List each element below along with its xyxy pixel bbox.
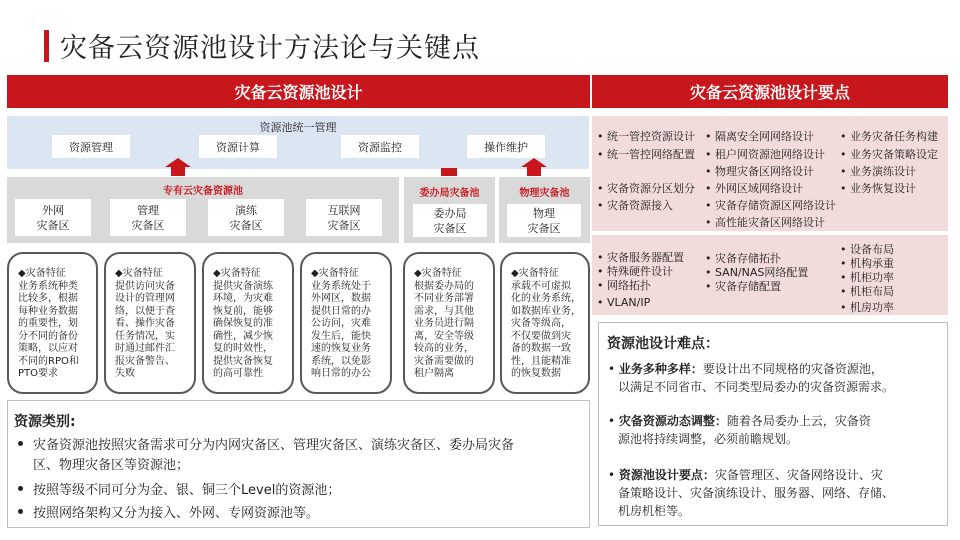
bureau-pool-label: 委办局灾备池 bbox=[419, 188, 480, 199]
difficulty-item-continued: 源池将持续调整，必须前瞻规划。 bbox=[618, 432, 799, 446]
category-item-continued: 区、物理灾备区等资源池； bbox=[33, 458, 190, 473]
kp-item: • 高性能灾备区网络设计 bbox=[705, 216, 825, 229]
difficulty-item-continued: 以满足不同省市、不同类型局委办的灾备资源需求。 bbox=[618, 380, 895, 394]
kp-item: • VLAN/IP bbox=[597, 296, 651, 309]
left-section-header: 灾备云资源池设计 bbox=[7, 75, 590, 108]
operation-maintenance-box: 操作维护 bbox=[467, 135, 545, 158]
title-accent-bar bbox=[44, 30, 49, 62]
difficulty-item: • 资源池设计要点：灾备管理区、灾备网络设计、灾 bbox=[608, 468, 883, 482]
kp-item: • SAN/NAS网络配置 bbox=[705, 266, 809, 279]
difficulty-item-continued: 备策略设计、灾备演练设计、服务器、网络、存储、 bbox=[618, 486, 895, 500]
kp-item: • 灾备服务器配置 bbox=[597, 251, 684, 264]
resource-category-title: 资源类别: bbox=[14, 414, 76, 430]
up-arrow-stem bbox=[171, 167, 185, 176]
kp-item: • 特殊硬件设计 bbox=[597, 265, 673, 278]
bullet-icon: • bbox=[608, 362, 619, 376]
resource-management-box: 资源管理 bbox=[52, 135, 130, 158]
kp-item: • 外网区域网络设计 bbox=[705, 182, 803, 195]
feature-bubble-drill: ◆灾备特征 提供灾备演练 环境，为灾难 恢复前，能够 确保恢复的准 确性，减少恢 复的时效性， 提供灾备恢复 的高可靠性 bbox=[202, 252, 294, 394]
kp-item: • 灾备存储拓扑 bbox=[705, 252, 781, 265]
zone-card-internet: 互联网 灾备区 bbox=[306, 199, 382, 236]
kp-item: • 机柜功率 bbox=[840, 271, 894, 284]
bullet-icon bbox=[18, 441, 23, 446]
kp-item: • 灾备存储资源区网络设计 bbox=[705, 199, 836, 212]
kp-item: • 灾备存储配置 bbox=[705, 280, 781, 293]
kp-item: • 灾备资源分区划分 bbox=[597, 182, 695, 195]
kp-item: • 业务灾备策略设定 bbox=[840, 148, 938, 161]
difficulty-item: • 业务多种多样：要设计出不同规格的灾备资源池， bbox=[608, 362, 883, 376]
kp-item: • 业务灾备任务构建 bbox=[840, 130, 938, 143]
kp-item: • 设备布局 bbox=[840, 243, 894, 256]
feature-bubble-management: ◆灾备特征 提供访问灾备 设计的管理网 络，以便于查 看、操作灾备 任务情况，实 时通过邮件汇 报灾备警告、 失败 bbox=[104, 252, 196, 394]
category-item: 灾备资源池按照灾备需求可分为内网灾备区、管理灾备区、演练灾备区、委办局灾备 bbox=[18, 436, 514, 456]
up-arrow-icon bbox=[165, 158, 191, 167]
kp-item: • 机构承重 bbox=[840, 257, 894, 270]
connector-bar bbox=[441, 168, 457, 176]
bullet-icon: • bbox=[608, 414, 619, 428]
category-item: 按照网络架构又分为接入、外网、专网资源池等。 bbox=[18, 504, 319, 524]
kp-item: • 隔离安全网网络设计 bbox=[705, 130, 814, 143]
kp-item: • 业务演练设计 bbox=[840, 165, 916, 178]
resource-compute-box: 资源计算 bbox=[199, 135, 277, 158]
difficulties-title: 资源池设计难点： bbox=[607, 336, 719, 352]
management-title: 资源池统一管理 bbox=[259, 121, 337, 134]
zone-card-physical: 物理 灾备区 bbox=[507, 204, 581, 237]
kp-item: • 网络拓扑 bbox=[597, 279, 651, 292]
feature-bubble-physical: ◆灾备特征 承载不可虚拟 化的业务系统， 如数据库业务， 灾备等级高， 不仅要做到灾 备的数据一致 性，且能精准 的恢复数据 bbox=[500, 252, 590, 394]
kp-item: • 灾备资源接入 bbox=[597, 199, 673, 212]
kp-item: • 机柜布局 bbox=[840, 285, 894, 298]
kp-item: • 机房功率 bbox=[840, 301, 894, 314]
feature-bubble-bureau: ◆灾备特征 根据委办局的 不同业务部署 需求，与其他 业务员进行隔 离，安全等级 较高的业务， 灾备需要做的 租户隔离 bbox=[403, 252, 495, 394]
up-arrow-icon bbox=[521, 158, 547, 167]
right-section-header: 灾备云资源池设计要点 bbox=[592, 75, 948, 108]
zone-card-drill: 演练 灾备区 bbox=[208, 199, 284, 236]
zone-card-bureau: 委办局 灾备区 bbox=[413, 204, 487, 237]
difficulty-item: • 灾备资源动态调整：随着各局委办上云，灾备资 bbox=[608, 414, 871, 428]
kp-item: • 统一管控资源设计 bbox=[597, 130, 695, 143]
bullet-icon: • bbox=[608, 468, 619, 482]
zone-card-management: 管理 灾备区 bbox=[110, 199, 186, 236]
category-item: 按照等级不同可分为金、银、铜三个Level的资源池； bbox=[18, 481, 340, 501]
page-title: 灾备云资源池设计方法论与关键点 bbox=[60, 33, 480, 64]
physical-pool-label: 物理灾备池 bbox=[519, 188, 570, 199]
dedicated-cloud-pool-label: 专有云灾备资源池 bbox=[163, 186, 243, 197]
feature-bubble-internet: ◆灾备特征 业务系统处于 外网区，数据 提供日常的办 公访问，灾难 发生后，能快 速的恢复业务 系统，以免影 响日常的办公 bbox=[300, 252, 392, 394]
kp-item: • 统一管控网络配置 bbox=[597, 148, 695, 161]
kp-item: • 业务恢复设计 bbox=[840, 182, 916, 195]
resource-monitor-box: 资源监控 bbox=[341, 135, 419, 158]
kp-item: • 租户网资源池网络设计 bbox=[705, 148, 825, 161]
kp-item: • 物理灾备区网络设计 bbox=[705, 165, 814, 178]
feature-bubble-external: ◆灾备特征 业务系统种类 比较多，根据 每种业务数据 的重要性，划 分不同的备份 策略，以应对 不同的RPO和 PTO要求 bbox=[7, 252, 98, 394]
bullet-icon bbox=[18, 486, 23, 491]
difficulty-item-continued: 机房机柜等。 bbox=[618, 504, 691, 518]
bullet-icon bbox=[18, 509, 23, 514]
up-arrow-stem bbox=[527, 167, 541, 176]
zone-card-external: 外网 灾备区 bbox=[15, 199, 91, 236]
